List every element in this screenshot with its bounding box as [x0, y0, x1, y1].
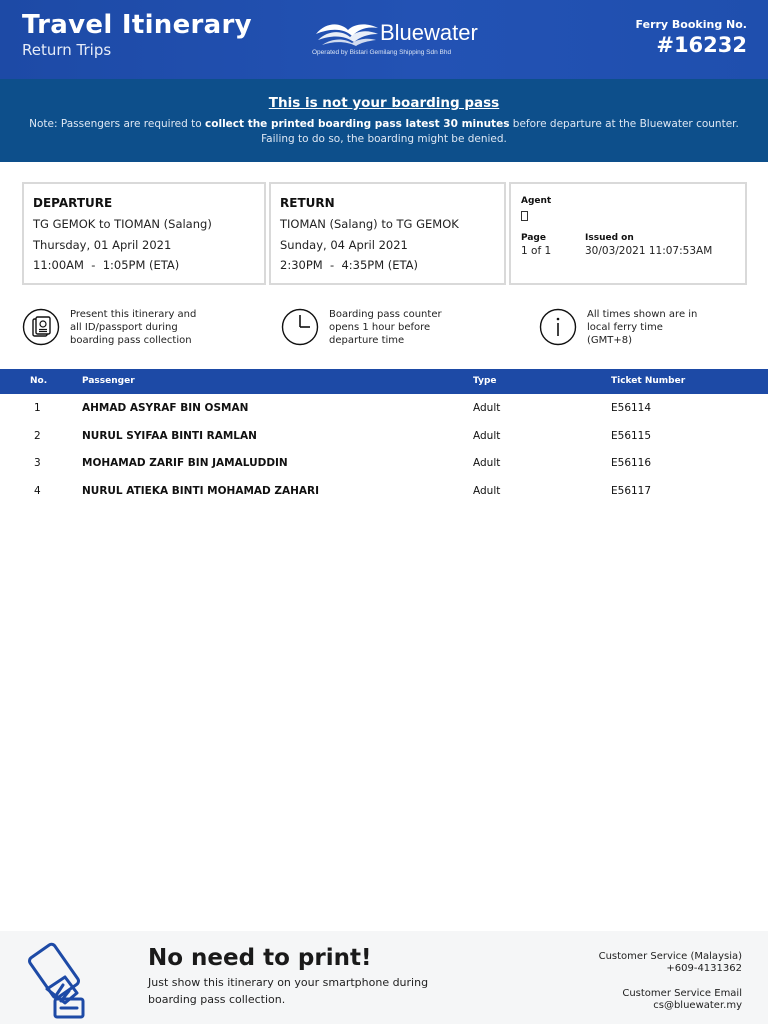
- page-footer: [0, 931, 768, 1024]
- booking-number: #16232: [656, 33, 747, 57]
- info-timezone-text: [587, 308, 697, 347]
- page-title: Travel Itinerary: [22, 10, 252, 40]
- passport-icon: [22, 308, 60, 346]
- info-line: (GMT+8): [587, 335, 633, 346]
- row-type: Adult: [473, 457, 501, 469]
- col-header-type: Type: [473, 376, 497, 386]
- table-row: [0, 477, 768, 504]
- wave-logo-icon: [314, 20, 380, 48]
- return-time: 2:30PM - 4:35PM (ETA): [280, 258, 419, 272]
- info-line: departure time: [329, 335, 405, 346]
- return-box: [269, 182, 506, 285]
- footer-heading: No need to print!: [148, 945, 372, 971]
- logo-operated-by: Operated by Bistari Gemilang Shipping Sdn Bhd: [312, 49, 452, 56]
- agent-placeholder-glyph: [521, 211, 528, 221]
- row-type: Adult: [473, 485, 501, 497]
- issued-label: Issued on: [585, 233, 634, 243]
- notice-line-1: [0, 118, 768, 130]
- departure-title: DEPARTURE: [33, 196, 113, 210]
- info-line: all ID/passport during: [70, 322, 178, 333]
- boarding-notice: [0, 79, 768, 162]
- smartphone-ticket-icon: [25, 941, 93, 1021]
- page-header: [0, 0, 768, 79]
- info-timezone: [539, 308, 749, 348]
- info-line: local ferry time: [587, 322, 663, 333]
- row-no: 3: [34, 457, 41, 469]
- footer-sub-2: boarding pass collection.: [148, 993, 286, 1006]
- info-passport-text: [70, 308, 196, 347]
- clock-icon: [281, 308, 319, 346]
- departure-time: 11:00AM - 1:05PM (ETA): [33, 258, 180, 272]
- table-row: [0, 449, 768, 476]
- info-line: Present this itinerary and: [70, 309, 197, 320]
- agent-label: Agent: [521, 196, 552, 206]
- col-header-no: No.: [30, 376, 48, 386]
- return-title: RETURN: [280, 196, 335, 210]
- info-icon: [539, 308, 577, 346]
- cs-phone[interactable]: +609-4131362: [666, 963, 742, 974]
- page-subtitle: Return Trips: [22, 41, 112, 59]
- cs-email[interactable]: cs@bluewater.my: [653, 1000, 742, 1011]
- passenger-table-header: [0, 369, 768, 394]
- row-passenger: MOHAMAD ZARIF BIN JAMALUDDIN: [82, 457, 288, 469]
- footer-sub-1: Just show this itinerary on your smartphone during: [148, 976, 429, 989]
- row-ticket: E56114: [611, 402, 652, 414]
- info-line: opens 1 hour before: [329, 322, 431, 333]
- row-passenger: NURUL ATIEKA BINTI MOHAMAD ZAHARI: [82, 485, 320, 497]
- page-value: 1 of 1: [521, 245, 552, 257]
- info-line: boarding pass collection: [70, 335, 192, 346]
- cs-email-label: Customer Service Email: [622, 988, 742, 999]
- table-row: [0, 394, 768, 421]
- info-counter: [281, 308, 511, 348]
- booking-block: [636, 18, 747, 57]
- row-ticket: E56117: [611, 485, 652, 497]
- notice-suffix: before departure at the Bluewater counter.: [509, 118, 739, 130]
- col-header-ticket: Ticket Number: [611, 376, 686, 386]
- agent-box: [509, 182, 747, 285]
- row-type: Adult: [473, 430, 501, 442]
- info-line: Boarding pass counter: [329, 309, 442, 320]
- bluewater-logo: [312, 18, 492, 62]
- return-date: Sunday, 04 April 2021: [280, 238, 408, 252]
- info-counter-text: [329, 308, 442, 347]
- notice-prefix: Note: Passengers are required to: [29, 118, 206, 130]
- info-line: All times shown are in: [587, 309, 698, 320]
- row-no: 2: [34, 430, 41, 442]
- row-ticket: E56115: [611, 430, 652, 442]
- cs-label: Customer Service (Malaysia): [598, 951, 742, 962]
- info-passport: [22, 308, 252, 348]
- page-label: Page: [521, 233, 546, 243]
- row-no: 1: [34, 402, 41, 414]
- row-type: Adult: [473, 402, 501, 414]
- issued-value: 30/03/2021 11:07:53AM: [585, 245, 713, 257]
- row-ticket: E56116: [611, 457, 652, 469]
- notice-bold: collect the printed boarding pass latest 30 minutes: [205, 118, 510, 130]
- notice-heading: This is not your boarding pass: [268, 95, 500, 111]
- booking-label: Ferry Booking No.: [635, 18, 747, 31]
- logo-name: Bluewater: [380, 20, 478, 45]
- row-no: 4: [34, 485, 41, 497]
- departure-date: Thursday, 01 April 2021: [33, 238, 172, 252]
- departure-route: TG GEMOK to TIOMAN (Salang): [33, 217, 212, 231]
- col-header-passenger: Passenger: [82, 376, 135, 386]
- table-row: [0, 422, 768, 449]
- return-route: TIOMAN (Salang) to TG GEMOK: [280, 217, 459, 231]
- row-passenger: AHMAD ASYRAF BIN OSMAN: [82, 402, 249, 414]
- row-passenger: NURUL SYIFAA BINTI RAMLAN: [82, 430, 257, 442]
- departure-box: [22, 182, 266, 285]
- notice-line-2: Failing to do so, the boarding might be denied.: [261, 133, 507, 145]
